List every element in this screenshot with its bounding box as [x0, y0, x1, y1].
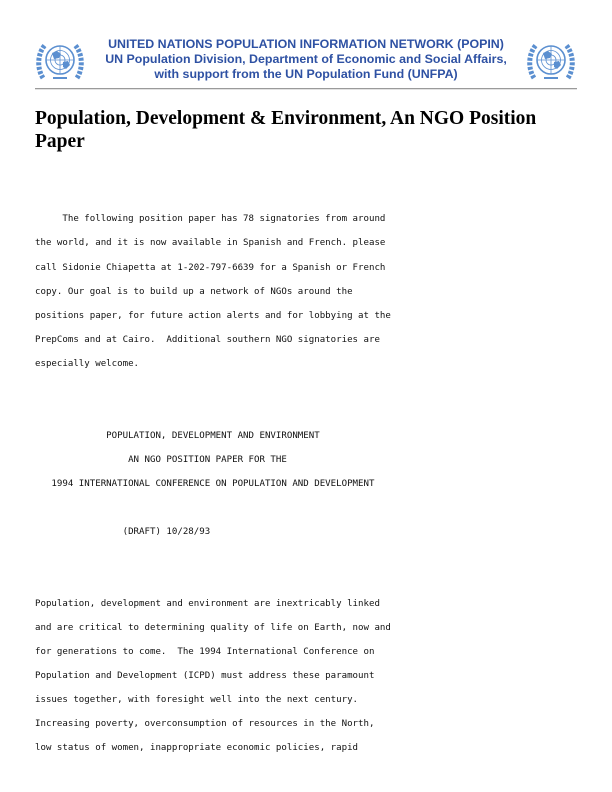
body-line: Population and Development (ICPD) must address these paramount — [35, 671, 375, 681]
body-line: for generations to come. The 1994 International Conference on — [35, 647, 375, 657]
body-line: issues together, with foresight well into the next century. — [35, 695, 359, 705]
body-line: Population, development and environment are inextricably linked — [35, 599, 380, 609]
body-line: call Sidonie Chiapetta at 1-202-797-6639 for a Spanish or French — [35, 263, 386, 273]
section-heading: POPULATION, DEVELOPMENT AND ENVIRONMENT — [35, 431, 320, 441]
header-line-support: with support from the UN Population Fund (UNFPA) — [154, 67, 458, 81]
body-line: the world, and it is now available in Spanish and French. please — [35, 238, 386, 248]
body-line: copy. Our goal is to build up a network of NGOs around the — [35, 287, 353, 297]
body-line: and are critical to determining quality of life on Earth, now and — [35, 623, 391, 633]
page-title: Population, Development & Environment, An NGO Position Paper — [35, 108, 537, 152]
header-line-org: UNITED NATIONS POPULATION INFORMATION NETWORK (POPIN) — [108, 37, 504, 51]
body-line: The following position paper has 78 signatories from around — [35, 214, 386, 224]
un-emblem-icon — [526, 38, 576, 84]
header-line-division: UN Population Division, Department of Economic and Social Affairs, — [105, 52, 507, 66]
un-emblem-icon — [35, 38, 85, 84]
section-heading: 1994 INTERNATIONAL CONFERENCE ON POPULATION AND DEVELOPMENT — [35, 479, 375, 489]
body-line: low status of women, inappropriate economic policies, rapid — [35, 743, 359, 753]
header-divider — [35, 88, 577, 90]
section-heading: AN NGO POSITION PAPER FOR THE — [35, 455, 287, 465]
body-line: especially welcome. — [35, 359, 140, 369]
draft-date: (DRAFT) 10/28/93 — [35, 527, 211, 537]
body-line: positions paper, for future action alerts and for lobbying at the — [35, 311, 391, 321]
body-line: PrepComs and at Cairo. Additional southern NGO signatories are — [35, 335, 380, 345]
site-header — [90, 37, 522, 82]
body-line: Increasing poverty, overconsumption of resources in the North, — [35, 719, 375, 729]
